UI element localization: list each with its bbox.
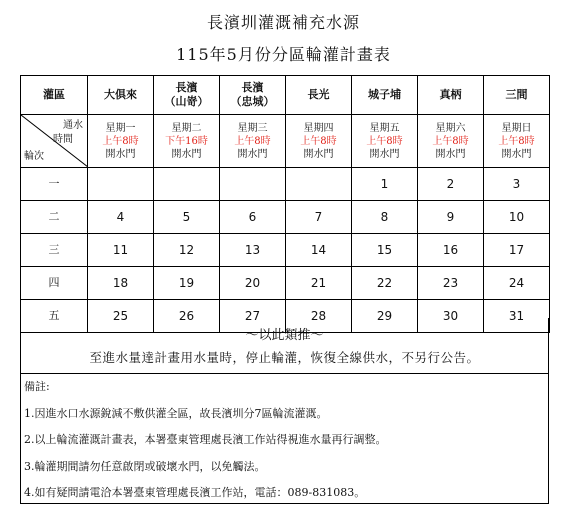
note-line-continue: ～以此類推～ (245, 328, 324, 343)
date-cell: 22 (352, 267, 418, 300)
header-row (21, 76, 550, 115)
document-subtitle: 115年5月份分區輪灌計畫表 (176, 45, 391, 64)
district-cell: 三間 (484, 76, 550, 115)
date-cell: 24 (484, 267, 550, 300)
date-cell: 25 (88, 300, 154, 333)
date-cell: 8 (352, 201, 418, 234)
date-cell: 26 (154, 300, 220, 333)
remark-item: 4.如有疑問請電洽本署臺東管理處長濱工作站，電話：089-831083。 (24, 486, 366, 499)
district-cell: 大俱來 (88, 76, 154, 115)
schedule-cell: 星期二 下午16時 開水門 (154, 115, 220, 168)
date-cell: 13 (220, 234, 286, 267)
week-label: 五 (21, 300, 88, 333)
date-cell: 12 (154, 234, 220, 267)
schedule-cell: 星期日 上午8時 開水門 (484, 115, 550, 168)
date-cell: 4 (88, 201, 154, 234)
note-line-stop-rotation: 至進水量達計畫用水量時，停止輪灌，恢復全線供水，不另行公告。 (89, 350, 480, 365)
date-cell: 27 (220, 300, 286, 333)
diagonal-header-cell (21, 115, 88, 168)
date-cell: 28 (286, 300, 352, 333)
date-cell: 10 (484, 201, 550, 234)
remark-item: 3.輪灌期間請勿任意啟閉或破壞水門，以免觸法。 (24, 460, 266, 473)
date-cell (154, 168, 220, 201)
week-label: 四 (21, 267, 88, 300)
date-cell: 1 (352, 168, 418, 201)
corner-label-water: 通水 (63, 120, 83, 131)
document-title: 長濱圳灌溉補充水源 (206, 13, 360, 32)
date-cell: 2 (418, 168, 484, 201)
date-cell (286, 168, 352, 201)
date-cell: 17 (484, 234, 550, 267)
district-cell: 長光 (286, 76, 352, 115)
date-cell: 31 (484, 300, 550, 333)
district-cell: 長濱 （山嵜） (154, 76, 220, 115)
district-cell: 城子埔 (352, 76, 418, 115)
date-cell (88, 168, 154, 201)
week-label: 二 (21, 201, 88, 234)
date-cell: 7 (286, 201, 352, 234)
schedule-cell: 星期一 上午8時 開水門 (88, 115, 154, 168)
week-row (21, 234, 550, 267)
date-cell: 18 (88, 267, 154, 300)
date-cell: 16 (418, 234, 484, 267)
week-row (21, 201, 550, 234)
date-cell: 11 (88, 234, 154, 267)
corner-label-time: 時間 (53, 134, 73, 145)
schedule-cell: 星期六 上午8時 開水門 (418, 115, 484, 168)
date-cell: 20 (220, 267, 286, 300)
week-label: 一 (21, 168, 88, 201)
date-cell: 29 (352, 300, 418, 333)
week-label: 三 (21, 234, 88, 267)
date-cell: 5 (154, 201, 220, 234)
remark-item: 2.以上輪流灌溉計畫表，本署臺東管理處長濱工作站得視進水量再行調整。 (24, 433, 387, 446)
date-cell: 15 (352, 234, 418, 267)
remarks-section (20, 374, 549, 504)
remark-item: 1.因進水口水源銳減不敷供灌全區，故長濱圳分7區輪流灌溉。 (24, 407, 328, 420)
date-cell: 30 (418, 300, 484, 333)
date-cell: 19 (154, 267, 220, 300)
area-label-cell: 灌區 (21, 76, 88, 115)
schedule-cell: 星期四 上午8時 開水門 (286, 115, 352, 168)
date-cell: 6 (220, 201, 286, 234)
irrigation-schedule-table (20, 75, 550, 333)
date-cell: 9 (418, 201, 484, 234)
date-cell (220, 168, 286, 201)
schedule-row (21, 115, 550, 168)
date-cell: 14 (286, 234, 352, 267)
corner-label-round: 輪次 (24, 151, 44, 162)
date-cell: 23 (418, 267, 484, 300)
schedule-cell: 星期三 上午8時 開水門 (220, 115, 286, 168)
date-cell: 21 (286, 267, 352, 300)
date-cell: 3 (484, 168, 550, 201)
week-row (21, 168, 550, 201)
rotation-note (20, 318, 549, 374)
district-cell: 長濱 （忠城） (220, 76, 286, 115)
week-row (21, 267, 550, 300)
remarks-heading: 備註: (24, 380, 50, 393)
district-cell: 真柄 (418, 76, 484, 115)
schedule-cell: 星期五 上午8時 開水門 (352, 115, 418, 168)
